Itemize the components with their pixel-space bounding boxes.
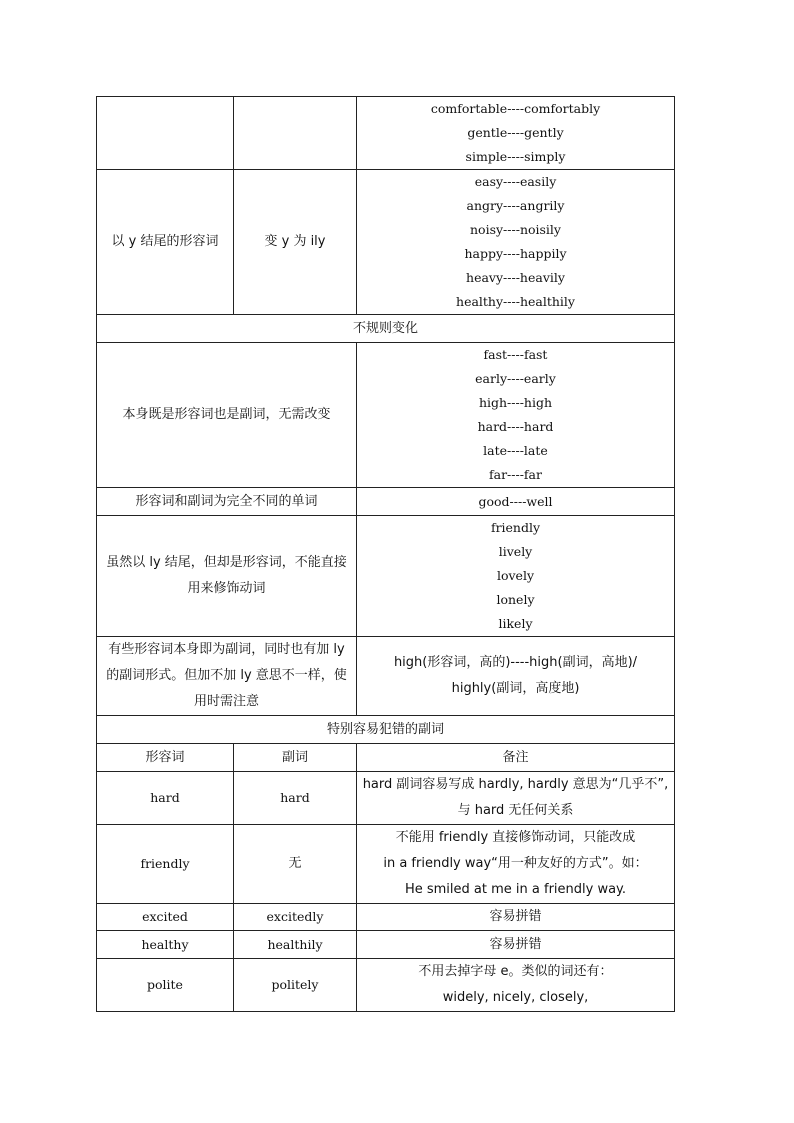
adjective-cell: friendly	[97, 825, 234, 904]
adverb-cell: 无	[234, 825, 357, 904]
example-item: lonely	[496, 592, 535, 607]
example-item: hard----hard	[477, 419, 554, 434]
table-row	[97, 170, 675, 315]
category-line: 用来修饰动词	[187, 581, 266, 596]
examples-cell	[357, 170, 675, 315]
category-line: 虽然以 ly 结尾，但却是形容词，不能直接	[106, 555, 347, 570]
example-item: happy----happily	[464, 246, 567, 261]
example-item: far----far	[488, 467, 542, 482]
table-row	[97, 772, 675, 825]
note-line: hard 副词容易写成 hardly, hardly 意思为“几乎不”,	[362, 777, 669, 792]
column-header-adjective: 形容词	[97, 744, 234, 772]
note-line: widely, nicely, closely,	[442, 990, 589, 1005]
example-item: noisy----noisily	[470, 222, 561, 237]
example-item: fast----fast	[483, 347, 548, 362]
table-row	[97, 931, 675, 959]
note-line: 与 hard 无任何关系	[457, 803, 574, 818]
example-cell: good----well	[357, 488, 675, 516]
table-row	[97, 825, 675, 904]
adjective-cell: hard	[97, 772, 234, 825]
example-item: healthy----healthily	[456, 294, 575, 309]
example-item: late----late	[483, 443, 548, 458]
adjective-cell: healthy	[97, 931, 234, 959]
note-cell	[357, 772, 675, 825]
rule-cell-empty	[234, 97, 357, 170]
header-row	[97, 744, 675, 772]
example-item: high----high	[478, 395, 553, 410]
category-cell: 形容词和副词为完全不同的单词	[97, 488, 357, 516]
section-title-errors: 特别容易犯错的副词	[97, 716, 675, 744]
category-cell	[97, 516, 357, 637]
adverb-cell: politely	[234, 959, 357, 1012]
example-item: heavy----heavily	[466, 270, 565, 285]
adjective-cell: excited	[97, 904, 234, 931]
examples-cell	[357, 516, 675, 637]
example-cell	[357, 637, 675, 716]
table-row	[97, 959, 675, 1012]
examples-cell	[357, 97, 675, 170]
note-line: He smiled at me in a friendly way.	[404, 882, 627, 897]
note-cell	[357, 959, 675, 1012]
example-item: easy----easily	[474, 174, 557, 189]
rule-cell: 变 y 为 ily	[234, 170, 357, 315]
example-item: likely	[498, 616, 533, 631]
section-row	[97, 315, 675, 343]
column-header-note: 备注	[357, 744, 675, 772]
example-item: lovely	[496, 568, 535, 583]
column-header-adverb: 副词	[234, 744, 357, 772]
note-cell: 容易拼错	[357, 904, 675, 931]
examples-cell	[357, 343, 675, 488]
adverb-cell: healthily	[234, 931, 357, 959]
adjective-cell: polite	[97, 959, 234, 1012]
table-row	[97, 637, 675, 716]
table-row	[97, 488, 675, 516]
adverb-cell: hard	[234, 772, 357, 825]
example-line: high(形容词，高的)----high(副词，高地)/	[393, 655, 638, 670]
note-cell: 容易拼错	[357, 931, 675, 959]
table-row	[97, 904, 675, 931]
example-item: lively	[498, 544, 533, 559]
section-row	[97, 716, 675, 744]
example-item: friendly	[490, 520, 541, 535]
adverb-cell: excitedly	[234, 904, 357, 931]
category-cell: 本身既是形容词也是副词，无需改变	[97, 343, 357, 488]
table-row	[97, 343, 675, 488]
note-line: 不能用 friendly 直接修饰动词，只能改成	[395, 830, 636, 845]
example-item: comfortable----comfortably	[430, 101, 601, 116]
table-row	[97, 516, 675, 637]
note-line: in a friendly way“用一种友好的方式”。如：	[383, 856, 648, 871]
example-item: gentle----gently	[467, 125, 564, 140]
category-cell-empty	[97, 97, 234, 170]
category-cell: 以 y 结尾的形容词	[97, 170, 234, 315]
table-row	[97, 97, 675, 170]
category-line: 有些形容词本身即为副词，同时也有加 ly	[108, 642, 345, 657]
category-cell	[97, 637, 357, 716]
example-item: angry----angrily	[466, 198, 565, 213]
category-line: 用时需注意	[193, 694, 259, 709]
example-item: early----early	[475, 371, 556, 386]
example-item: simple----simply	[465, 149, 566, 164]
adverb-formation-table	[96, 96, 675, 1012]
section-title-irregular: 不规则变化	[97, 315, 675, 343]
note-line: 不用去掉字母 e。类似的词还有：	[418, 964, 613, 979]
note-cell	[357, 825, 675, 904]
category-line: 的副词形式。但加不加 ly 意思不一样，使	[106, 668, 347, 683]
example-line: highly(副词，高度地)	[451, 681, 580, 696]
